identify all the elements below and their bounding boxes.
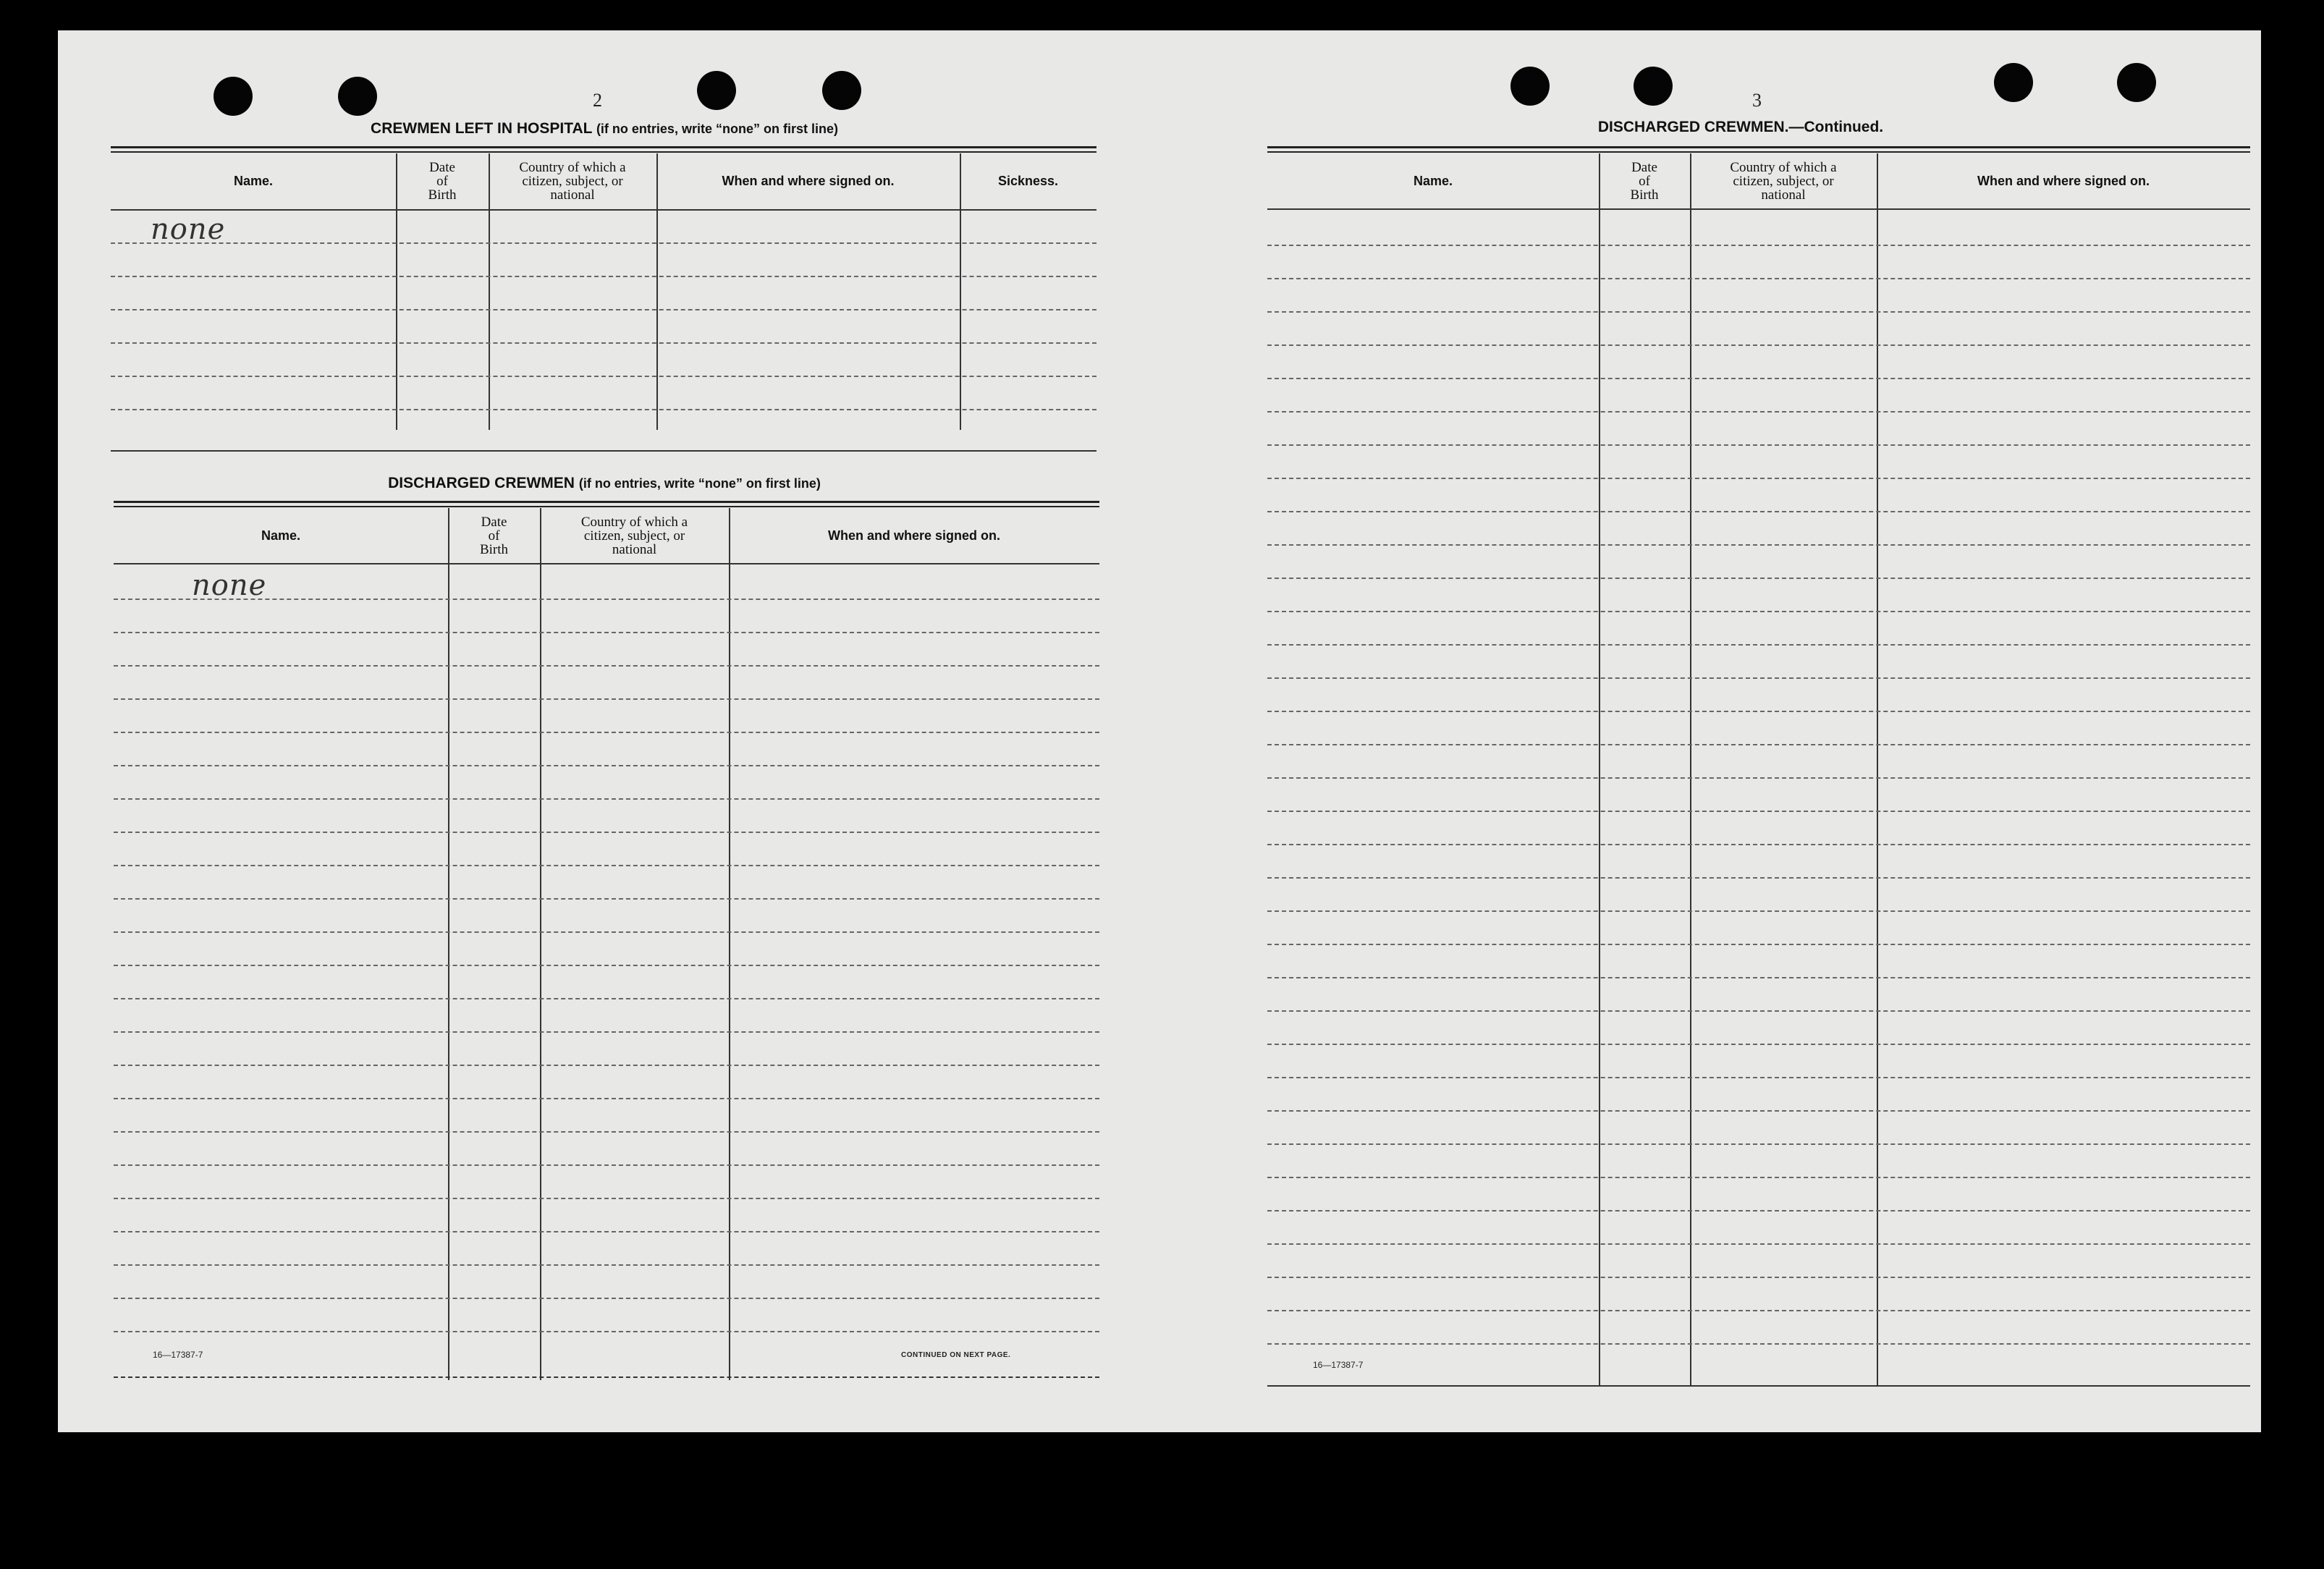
discharged-table [114, 501, 1099, 1382]
table-row [1267, 910, 2250, 912]
table-row [111, 276, 1096, 277]
hospital-section-title [112, 120, 1096, 138]
table-row [1267, 877, 2250, 879]
discharged-section-title [112, 475, 1096, 492]
table-row [114, 632, 1099, 633]
table-row [1267, 844, 2250, 845]
table-row [1267, 977, 2250, 978]
continued-note: CONTINUED ON NEXT PAGE. [901, 1351, 1011, 1359]
country-line-2: citizen, subject, or [583, 528, 685, 544]
country-line-2: citizen, subject, or [522, 174, 623, 189]
col-header-dob [1599, 153, 1690, 208]
country-line-3: national [612, 541, 657, 557]
table-row [1267, 1177, 2250, 1178]
table-row [1267, 777, 2250, 779]
punch-hole [338, 77, 377, 116]
table-row [114, 732, 1099, 733]
table-row [114, 898, 1099, 900]
table-row [1267, 1343, 2250, 1345]
col-header-country [489, 153, 656, 209]
table-row [114, 765, 1099, 766]
dob-line-1: Date [481, 514, 507, 530]
col-header-sickness: Sickness. [997, 174, 1059, 188]
table-row [114, 1164, 1099, 1166]
table-row [114, 665, 1099, 667]
country-line-3: national [1761, 187, 1806, 203]
hospital-table [111, 146, 1096, 454]
table-row [1267, 944, 2250, 945]
col-header-signed-on: When and where signed on. [1977, 173, 2150, 188]
dob-line-2: of [1639, 173, 1650, 189]
table-row [1267, 311, 2250, 313]
handwritten-entry: none [151, 213, 226, 246]
table-row [114, 1131, 1099, 1133]
discharged-title-note: (if no entries, write “none” on first line) [578, 476, 821, 491]
col-header-country [1690, 153, 1877, 208]
country-line-2: citizen, subject, or [1733, 173, 1834, 189]
hospital-title-text: CREWMEN LEFT IN HOSPITAL [371, 120, 593, 137]
page-number: 2 [593, 90, 602, 111]
table-row [1267, 478, 2250, 479]
table-row [1267, 544, 2250, 546]
table-row [114, 832, 1099, 833]
table-row [1267, 1243, 2250, 1245]
table-row [1267, 1310, 2250, 1311]
col-header-name: Name. [1413, 173, 1453, 188]
col-header-signed-on: When and where signed on. [827, 528, 1001, 543]
punch-hole [822, 71, 861, 110]
dob-line-1: Date [429, 160, 455, 175]
table-row [1267, 511, 2250, 512]
table-row [111, 342, 1096, 344]
table-row [114, 1065, 1099, 1066]
table-row [114, 1098, 1099, 1099]
hospital-title-note: (if no entries, write “none” on first line) [596, 122, 838, 136]
table-row [1267, 811, 2250, 812]
table-row [1267, 278, 2250, 279]
table-row [1267, 611, 2250, 612]
discharged-title-text: DISCHARGED CREWMEN [388, 475, 575, 491]
dob-line-3: Birth [479, 541, 509, 557]
table-row [1267, 1077, 2250, 1078]
page-left [58, 30, 1201, 1432]
table-row [1267, 677, 2250, 679]
country-line-1: Country of which a [1730, 159, 1837, 175]
punch-hole [697, 71, 736, 110]
country-line-3: national [550, 187, 595, 203]
table-row [1267, 578, 2250, 579]
table-row [1267, 644, 2250, 646]
form-number: 16—17387-7 [1313, 1360, 1364, 1370]
table-row [114, 1031, 1099, 1033]
dob-line-3: Birth [428, 187, 457, 203]
form-number: 16—17387-7 [153, 1350, 203, 1360]
table-row [114, 1331, 1099, 1332]
table-row [1267, 1210, 2250, 1211]
punch-hole [1994, 63, 2033, 102]
table-row [114, 1231, 1099, 1232]
table-row [114, 931, 1099, 933]
table-row [1267, 344, 2250, 346]
dob-line-2: of [436, 174, 448, 189]
discharged-continued-table [1267, 146, 2250, 1390]
col-header-country [540, 508, 729, 563]
dob-line-2: of [488, 528, 500, 544]
table-row [114, 965, 1099, 966]
table-row [111, 376, 1096, 377]
table-row [114, 865, 1099, 866]
punch-hole [1634, 67, 1673, 106]
table-row [1267, 411, 2250, 413]
table-row [114, 1264, 1099, 1266]
discharged-continued-title: DISCHARGED CREWMEN.—Continued. [1597, 119, 1884, 135]
table-row [1267, 1010, 2250, 1012]
table-row [114, 1198, 1099, 1199]
table-row [114, 1298, 1099, 1299]
table-row [114, 798, 1099, 800]
country-line-1: Country of which a [519, 160, 626, 175]
col-header-signed-on: When and where signed on. [722, 174, 895, 188]
table-row [1267, 744, 2250, 745]
dob-line-3: Birth [1630, 187, 1659, 203]
punch-hole [2117, 63, 2156, 102]
table-row [1267, 1110, 2250, 1112]
col-header-name: Name. [261, 528, 301, 543]
document-sheet [58, 30, 2261, 1432]
table-row [114, 998, 1099, 999]
table-row [1267, 444, 2250, 446]
table-row [1267, 711, 2250, 712]
table-row [111, 242, 1096, 244]
punch-hole [1510, 67, 1550, 106]
dob-line-1: Date [1631, 159, 1657, 175]
col-header-dob [448, 508, 540, 563]
table-row [111, 309, 1096, 310]
page-number: 3 [1752, 90, 1762, 111]
punch-hole [214, 77, 253, 116]
page-right [1201, 30, 2261, 1432]
handwritten-entry: none [192, 569, 267, 602]
table-row [1267, 1143, 2250, 1145]
table-row [1267, 1277, 2250, 1278]
table-row [1267, 378, 2250, 379]
country-line-1: Country of which a [580, 514, 688, 530]
table-row [1267, 245, 2250, 246]
table-row [111, 409, 1096, 410]
table-row [114, 698, 1099, 700]
col-header-dob [396, 153, 489, 209]
col-header-name: Name. [233, 174, 274, 188]
table-row [1267, 1044, 2250, 1045]
